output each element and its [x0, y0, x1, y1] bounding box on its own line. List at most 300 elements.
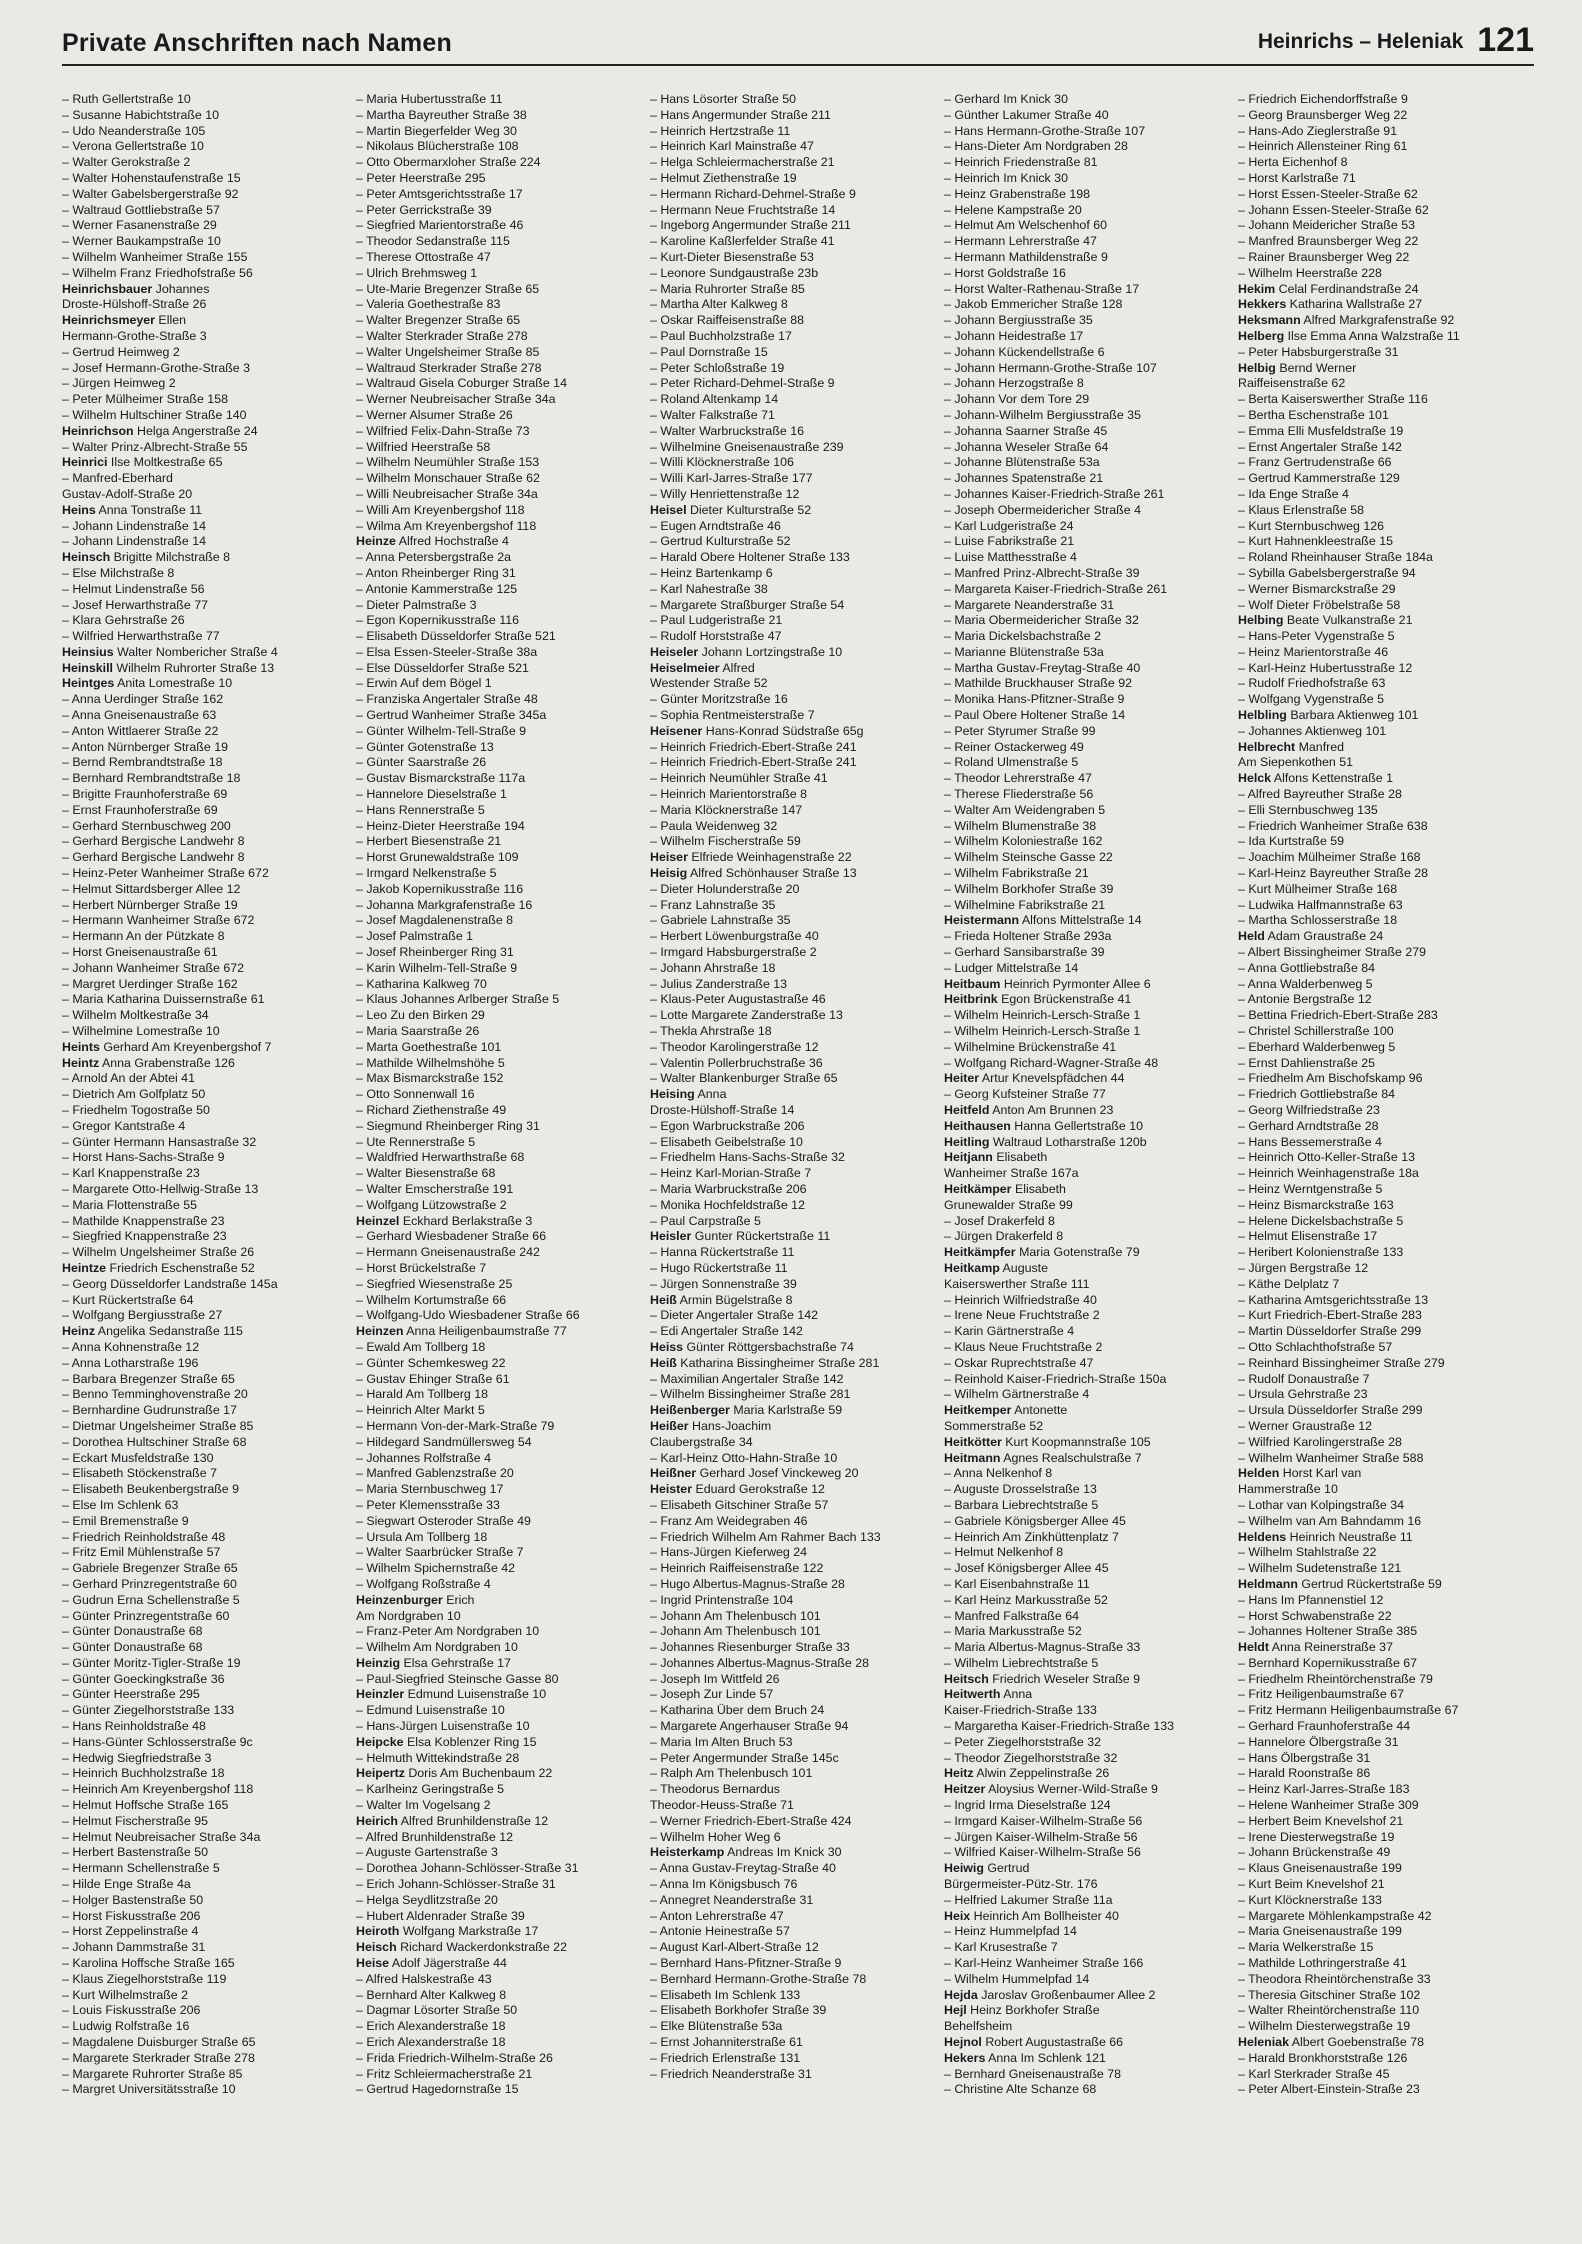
entry-text: Alfred Schönhauser Straße 13: [687, 866, 857, 881]
address-entry: [944, 1814, 1238, 1830]
address-entry: [944, 1214, 1238, 1230]
entry-text: – Anna Petersbergstraße 2a: [356, 550, 511, 565]
address-entry: [1238, 1451, 1532, 1467]
entry-text: – Johannes Holtener Straße 385: [1238, 1624, 1418, 1639]
address-entry: [944, 282, 1238, 298]
address-entry: [356, 629, 650, 645]
address-entry: [650, 1324, 944, 1340]
entry-text: – Gerhard Bergische Landwehr 8: [62, 834, 245, 849]
entry-text: – Günther Lakumer Straße 40: [944, 107, 1109, 122]
surname-entry: [62, 313, 356, 329]
address-entry: [356, 1435, 650, 1451]
surname: Heising: [650, 1087, 695, 1102]
address-entry: [1238, 1751, 1532, 1767]
address-entry: [944, 1166, 1238, 1182]
address-entry: [1238, 1372, 1532, 1388]
address-entry: [1238, 1166, 1532, 1182]
entry-text: – Margret Universitätsstraße 10: [62, 2082, 236, 2097]
address-entry: [650, 787, 944, 803]
surname: Heistermann: [944, 913, 1020, 928]
address-entry: [1238, 755, 1532, 771]
entry-text: – Richard Ziethenstraße 49: [356, 1103, 507, 1117]
address-entry: [356, 297, 650, 313]
address-entry: [650, 2035, 944, 2051]
address-entry: [62, 1024, 356, 1040]
address-entry: [1238, 1103, 1532, 1119]
surname-entry: [356, 1924, 650, 1940]
surname: Heldmann: [1238, 1576, 1298, 1591]
address-entry: [944, 534, 1238, 550]
entry-text: – Maria Albertus-Magnus-Straße 33: [944, 1640, 1141, 1655]
entry-text: Edmund Luisenstraße 10: [404, 1687, 547, 1702]
address-entry: [1238, 1909, 1532, 1925]
address-entry: [62, 740, 356, 756]
address-entry: [62, 471, 356, 487]
entry-text: – Josef Königsberger Allee 45: [944, 1561, 1109, 1576]
address-entry: [1238, 2067, 1532, 2083]
address-entry: [356, 771, 650, 787]
entry-text: – Margret Uerdinger Straße 162: [62, 976, 238, 991]
entry-text: Am Siepenkothen 51: [1238, 755, 1354, 770]
address-entry: [62, 866, 356, 882]
surname-entry: [1238, 1530, 1532, 1546]
entry-text: – Günter Moritz-Tigler-Straße 19: [62, 1655, 241, 1670]
entry-text: Elsa Koblenzer Ring 15: [403, 1734, 537, 1749]
address-entry: [1238, 408, 1532, 424]
entry-text: – Nikolaus Blücherstraße 108: [356, 139, 519, 154]
entry-text: – Roland Ulmenstraße 5: [944, 755, 1079, 770]
entry-text: – Wilhelm Gärtnerstraße 4: [944, 1387, 1090, 1402]
address-entry: [1238, 455, 1532, 471]
address-entry: [650, 487, 944, 503]
surname-entry: [650, 1229, 944, 1245]
entry-text: – Wilhelm Heinrich-Lersch-Straße 1: [944, 1024, 1141, 1039]
entry-text: – Karl-Heinz Hubertusstraße 12: [1238, 660, 1413, 675]
entry-text: – Heinz Grabenstraße 198: [944, 186, 1091, 201]
entry-text: – Heinrich Otto-Keller-Straße 13: [1238, 1150, 1415, 1165]
address-entry: [944, 1593, 1238, 1609]
entry-text: Dieter Kulturstraße 52: [686, 502, 812, 517]
entry-text: – Gerhard Arndtstraße 28: [1238, 1118, 1379, 1133]
entry-text: – Kurt Sternbuschweg 126: [1238, 518, 1385, 533]
address-entry: [650, 1972, 944, 1988]
address-entry: [650, 1514, 944, 1530]
address-entry: [62, 708, 356, 724]
entry-text: – Fritz Emil Mühlenstraße 57: [62, 1545, 221, 1560]
entry-text: Westender Straße 52: [650, 676, 768, 691]
address-entry: [650, 1735, 944, 1751]
surname: Heiss: [650, 1339, 684, 1354]
surname: Helbig: [1238, 360, 1276, 375]
address-entry: [62, 1293, 356, 1309]
address-entry: [650, 1245, 944, 1261]
address-entry: [650, 1056, 944, 1072]
entry-text: – Herbert Nürnberger Straße 19: [62, 897, 238, 912]
address-entry: [650, 1798, 944, 1814]
address-entry: [944, 708, 1238, 724]
entry-text: – Gertrud Heimweg 2: [62, 344, 180, 359]
entry-text: – Josef Magdalenenstraße 8: [356, 913, 514, 928]
entry-text: – Karoline Kaßlerfelder Straße 41: [650, 234, 835, 249]
address-entry: [944, 376, 1238, 392]
address-entry: [944, 171, 1238, 187]
entry-text: – Siegmund Rheinberger Ring 31: [356, 1118, 540, 1133]
address-entry: [356, 582, 650, 598]
address-entry: [356, 1087, 650, 1103]
entry-text: – Walter Gerokstraße 2: [62, 155, 191, 170]
entry-text: – Kurt Klöcknerstraße 133: [1238, 1892, 1382, 1907]
address-entry: [356, 692, 650, 708]
entry-text: – Theodor Karolingerstraße 12: [650, 1039, 819, 1054]
entry-text: – Maria Obermeidericher Straße 32: [944, 613, 1139, 628]
entry-text: – Verona Gellertstraße 10: [62, 139, 204, 154]
entry-text: – Heinz-Dieter Heerstraße 194: [356, 818, 525, 833]
entry-text: – Johann-Wilhelm Bergiusstraße 35: [944, 407, 1141, 422]
entry-text: – Heinrich Am Zinkhüttenplatz 7: [944, 1529, 1119, 1544]
entry-text: – Elisabeth Stöckenstraße 7: [62, 1466, 217, 1481]
address-entry: [62, 1103, 356, 1119]
entry-text: – Helmut Fischerstraße 95: [62, 1813, 208, 1828]
address-entry: [62, 1387, 356, 1403]
entry-text: – Bernhard Kopernikusstraße 67: [1238, 1655, 1418, 1670]
address-entry: [944, 1751, 1238, 1767]
entry-text: – Dieter Angertaler Straße 142: [650, 1308, 819, 1323]
entry-text: – Johann Brückenstraße 49: [1238, 1845, 1391, 1860]
address-entry: [62, 929, 356, 945]
surname: Helck: [1238, 771, 1272, 786]
address-entry: [62, 1514, 356, 1530]
entry-text: – Johanna Weseler Straße 64: [944, 439, 1109, 454]
entry-text: – Leo Zu den Birken 29: [356, 1008, 485, 1023]
entry-text: – Fritz Schleiermacherstraße 21: [356, 2066, 533, 2081]
address-entry: [62, 1703, 356, 1719]
surname-entry: [1238, 297, 1532, 313]
surname-entry: [356, 1214, 650, 1230]
address-entry: [650, 1451, 944, 1467]
address-entry: [62, 266, 356, 282]
entry-text: Elisabeth: [992, 1150, 1048, 1165]
entry-text: – Barbara Liebrechtstraße 5: [944, 1497, 1099, 1512]
address-entry: [650, 250, 944, 266]
address-entry: [1238, 834, 1532, 850]
entry-text: Alfred Brunhildenstraße 12: [398, 1813, 549, 1828]
entry-text: – Luise Fabrikstraße 21: [944, 534, 1075, 549]
entry-text: Grunewalder Straße 99: [944, 1197, 1073, 1212]
address-entry: [1238, 392, 1532, 408]
entry-text: Friedrich Eschenstraße 52: [106, 1260, 255, 1275]
surname-entry: [650, 1419, 944, 1435]
entry-text: – Hubert Aldenrader Straße 39: [356, 1908, 525, 1923]
address-entry: [356, 1293, 650, 1309]
entry-text: – Harald Roonstraße 86: [1238, 1766, 1371, 1781]
address-entry: [62, 1435, 356, 1451]
address-entry: [1238, 1340, 1532, 1356]
address-entry: [62, 1830, 356, 1846]
entry-text: – Auguste Drosselstraße 13: [944, 1482, 1097, 1497]
entry-text: – Günter Hermann Hansastraße 32: [62, 1134, 257, 1149]
entry-text: – Wilhelm Monschauer Straße 62: [356, 471, 540, 486]
address-entry: [1238, 661, 1532, 677]
address-entry: [944, 1514, 1238, 1530]
entry-text: – Ralph Am Thelenbusch 101: [650, 1766, 813, 1781]
surname: Heitfeld: [944, 1103, 990, 1117]
entry-text: – Kurt Friedrich-Ebert-Straße 283: [1238, 1308, 1422, 1323]
address-entry: [356, 1419, 650, 1435]
address-entry: [62, 834, 356, 850]
address-entry: [356, 1340, 650, 1356]
entry-text: – Peter Styrumer Straße 99: [944, 723, 1096, 738]
address-entry: [1238, 676, 1532, 692]
entry-text: – Maria Klöcknerstraße 147: [650, 802, 803, 817]
entry-text: – Franziska Angertaler Straße 48: [356, 692, 538, 707]
address-entry: [62, 329, 356, 345]
surname-entry: [650, 1845, 944, 1861]
address-entry: [356, 929, 650, 945]
address-entry: [944, 898, 1238, 914]
address-entry: [1238, 124, 1532, 140]
entry-text: Horst Karl van: [1279, 1466, 1362, 1481]
entry-text: – Waldfried Herwarthstraße 68: [356, 1150, 525, 1165]
entry-text: – Hermann An der Pützkate 8: [62, 929, 225, 944]
address-entry: [356, 613, 650, 629]
address-entry: [1238, 1687, 1532, 1703]
entry-text: – Horst Goldstraße 16: [944, 265, 1066, 280]
entry-text: – Heinz Hummelpfad 14: [944, 1924, 1077, 1939]
address-entry: [944, 108, 1238, 124]
entry-text: – Dietrich Am Golfplatz 50: [62, 1087, 206, 1102]
entry-text: – Siegfried Wiesenstraße 25: [356, 1276, 513, 1291]
entry-text: Gustav-Adolf-Straße 20: [62, 486, 193, 501]
entry-text: – Willi Neubreisacher Straße 34a: [356, 486, 538, 501]
entry-text: – Christel Schillerstraße 100: [1238, 1024, 1394, 1039]
address-entry: [62, 1561, 356, 1577]
address-entry: [944, 503, 1238, 519]
address-entry: [650, 1656, 944, 1672]
entry-text: – Anna Walderbenweg 5: [1238, 976, 1373, 991]
address-entry: [650, 1024, 944, 1040]
entry-text: – Georg Wilfriedstraße 23: [1238, 1103, 1380, 1117]
entry-text: – Wilfried Felix-Dahn-Straße 73: [356, 423, 530, 438]
entry-text: Alfred Markgrafenstraße 92: [1300, 313, 1455, 328]
address-entry: [356, 139, 650, 155]
entry-text: – Hannelore Dieselstraße 1: [356, 787, 507, 802]
address-entry: [650, 1040, 944, 1056]
entry-text: – Johann Dammstraße 31: [62, 1940, 206, 1955]
entry-text: – Walter Gabelsbergerstraße 92: [62, 186, 239, 201]
address-entry: [356, 598, 650, 614]
entry-text: – Günter Saarstraße 26: [356, 755, 487, 770]
surname-entry: [944, 1071, 1238, 1087]
surname: Heißer: [650, 1418, 689, 1433]
address-entry: [1238, 1435, 1532, 1451]
entry-text: – Helmut Neubreisacher Straße 34a: [62, 1829, 261, 1844]
address-entry: [650, 1893, 944, 1909]
address-entry: [650, 1071, 944, 1087]
address-entry: [650, 1277, 944, 1293]
address-entry: [650, 1940, 944, 1956]
address-entry: [62, 977, 356, 993]
address-entry: [1238, 1419, 1532, 1435]
address-entry: [650, 1214, 944, 1230]
address-entry: [1238, 1324, 1532, 1340]
entry-text: – Alfred Brunhildenstraße 12: [356, 1829, 514, 1844]
address-entry: [650, 392, 944, 408]
entry-text: – Wilfried Kaiser-Wilhelm-Straße 56: [944, 1845, 1141, 1860]
entry-text: – Hermann Neue Fruchtstraße 14: [650, 202, 836, 217]
address-entry: [62, 1924, 356, 1940]
entry-text: – Georg Kufsteiner Straße 77: [944, 1087, 1106, 1102]
entry-text: – Josef Hermann-Grothe-Straße 3: [62, 360, 251, 375]
address-entry: [62, 992, 356, 1008]
address-entry: [356, 392, 650, 408]
address-entry: [1238, 645, 1532, 661]
address-entry: [62, 1893, 356, 1909]
address-entry: [356, 1372, 650, 1388]
address-entry: [62, 898, 356, 914]
address-entry: [1238, 2019, 1532, 2035]
address-entry: [650, 1672, 944, 1688]
entry-text: – Wilhelm Hummelpfad 14: [944, 1971, 1090, 1986]
entry-text: – Manfred-Eberhard: [62, 471, 173, 486]
entry-text: – Wolfgang Roßstraße 4: [356, 1576, 491, 1591]
entry-text: – Helmut Hoffsche Straße 165: [62, 1798, 229, 1813]
entry-text: – Johann Meidericher Straße 53: [1238, 218, 1416, 233]
address-entry: [650, 234, 944, 250]
entry-text: Behelfsheim: [944, 2019, 1013, 2034]
address-entry: [650, 376, 944, 392]
entry-text: – Hilde Enge Straße 4a: [62, 1877, 191, 1892]
entry-text: – Werner Neubreisacher Straße 34a: [356, 392, 556, 407]
address-entry: [1238, 1119, 1532, 1135]
address-entry: [62, 1466, 356, 1482]
entry-text: – Therese Ottostraße 47: [356, 249, 491, 264]
address-entry: [944, 1040, 1238, 1056]
entry-text: – Joseph Obermeidericher Straße 4: [944, 502, 1141, 517]
surname-entry: [1238, 613, 1532, 629]
address-entry: [356, 566, 650, 582]
entry-text: – Herbert Biesenstraße 21: [356, 834, 502, 849]
entry-text: – Wilhelm Neumühler Straße 153: [356, 455, 540, 470]
address-entry: [356, 1703, 650, 1719]
entry-text: – Peter Gerrickstraße 39: [356, 202, 492, 217]
entry-text: Gerhard Am Kreyenbergshof 7: [99, 1039, 272, 1054]
address-entry: [356, 676, 650, 692]
entry-text: – Else Milchstraße 8: [62, 565, 175, 580]
address-entry: [650, 882, 944, 898]
address-entry: [62, 1166, 356, 1182]
entry-text: – Hermann Von-der-Mark-Straße 79: [356, 1418, 555, 1433]
entry-text: Claubergstraße 34: [650, 1434, 753, 1449]
column-5: [1238, 92, 1532, 2232]
entry-text: – Friedhelm Am Bischofskamp 96: [1238, 1071, 1423, 1086]
address-entry: [944, 329, 1238, 345]
entry-text: – Annegret Neanderstraße 31: [650, 1892, 814, 1907]
address-entry: [1238, 1135, 1532, 1151]
entry-text: – Maria Saarstraße 26: [356, 1024, 480, 1039]
address-entry: [1238, 1845, 1532, 1861]
address-entry: [944, 819, 1238, 835]
entry-text: – Rudolf Friedhofstraße 63: [1238, 676, 1386, 691]
entry-text: – Martha Gustav-Freytag-Straße 40: [944, 660, 1141, 675]
address-entry: [356, 1135, 650, 1151]
entry-text: – Gerhard Bergische Landwehr 8: [62, 850, 245, 865]
entry-text: – Elke Blütenstraße 53a: [650, 2019, 783, 2034]
address-entry: [62, 2082, 356, 2098]
address-entry: [944, 582, 1238, 598]
entry-text: – Margarete Straßburger Straße 54: [650, 597, 845, 612]
entry-text: – Egon Warbruckstraße 206: [650, 1118, 805, 1133]
entry-text: – Herbert Löwenburgstraße 40: [650, 929, 819, 944]
address-entry: [356, 755, 650, 771]
address-entry: [356, 218, 650, 234]
entry-text: – Herta Eichenhof 8: [1238, 155, 1348, 170]
address-entry: [62, 1482, 356, 1498]
address-entry: [944, 961, 1238, 977]
address-entry: [944, 1277, 1238, 1293]
entry-text: – Ingrid Irma Dieselstraße 124: [944, 1798, 1111, 1813]
address-entry: [62, 250, 356, 266]
address-entry: [356, 913, 650, 929]
surname: Hekim: [1238, 281, 1276, 296]
address-entry: [1238, 1956, 1532, 1972]
entry-text: – Wilhelm Stahlstraße 22: [1238, 1545, 1377, 1560]
address-entry: [62, 2051, 356, 2067]
page-header: [62, 20, 1534, 66]
entry-text: Doris Am Buchenbaum 22: [404, 1766, 553, 1781]
entry-text: Johann Lortzingstraße 10: [698, 644, 843, 659]
address-entry: [650, 992, 944, 1008]
address-entry: [944, 392, 1238, 408]
address-entry: [650, 1530, 944, 1546]
entry-text: Anna Im Schlenk 121: [985, 2050, 1106, 2065]
entry-text: – Hans Angermunder Straße 211: [650, 107, 831, 122]
entry-text: – Peter Schloßstraße 19: [650, 360, 785, 375]
entry-text: – Margareta Kaiser-Friedrich-Straße 261: [944, 581, 1168, 596]
address-entry: [944, 1008, 1238, 1024]
entry-text: – Johann Hermann-Grothe-Straße 107: [944, 360, 1157, 375]
surname-entry: [944, 2003, 1238, 2019]
address-entry: [356, 1403, 650, 1419]
entry-text: – Margarete Neanderstraße 31: [944, 597, 1115, 612]
entry-text: Droste-Hülshoff-Straße 14: [650, 1103, 795, 1117]
entry-text: – Maria Im Alten Bruch 53: [650, 1734, 793, 1749]
entry-text: – Eckart Musfeldstraße 130: [62, 1450, 214, 1465]
entry-text: – Ursula Am Tollberg 18: [356, 1529, 488, 1544]
entry-text: – Irene Neue Fruchtstraße 2: [944, 1308, 1100, 1323]
entry-text: Walter Nombericher Straße 4: [113, 644, 278, 659]
entry-text: – Anna Lotharstraße 196: [62, 1355, 199, 1370]
entry-text: – Harald Obere Holtener Straße 133: [650, 550, 850, 565]
address-entry: [62, 1640, 356, 1656]
entry-text: – Edmund Luisenstraße 10: [356, 1703, 505, 1718]
address-entry: [356, 155, 650, 171]
entry-text: – Günter Wilhelm-Tell-Straße 9: [356, 723, 527, 738]
address-entry: [944, 471, 1238, 487]
entry-text: – Horst Zeppelinstraße 4: [62, 1924, 199, 1939]
entry-text: – Karin Gärtnerstraße 4: [944, 1324, 1075, 1339]
surname: Heinzen: [356, 1324, 404, 1339]
entry-text: – Günter Moritzstraße 16: [650, 692, 788, 707]
address-entry: [1238, 598, 1532, 614]
entry-text: – Heinrich Friedrich-Ebert-Straße 241: [650, 755, 857, 770]
entry-text: – Bernhard Rembrandtstraße 18: [62, 771, 241, 786]
surname: Helbing: [1238, 613, 1284, 628]
address-entry: [62, 1198, 356, 1214]
entry-text: – Wilhelmine Fabrikstraße 21: [944, 897, 1106, 912]
address-entry: [944, 945, 1238, 961]
address-entry: [62, 1940, 356, 1956]
entry-text: – Friedrich Eichendorffstraße 9: [1238, 92, 1408, 106]
